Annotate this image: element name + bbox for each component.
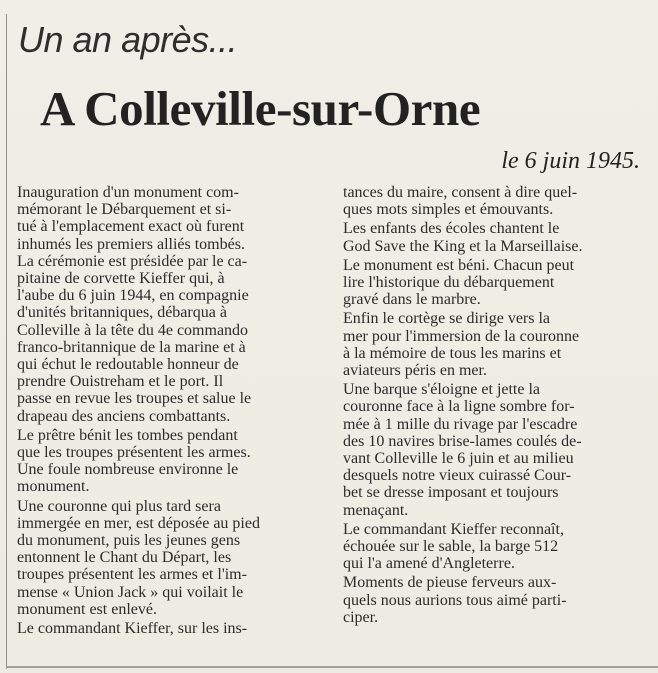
article-paragraph: Enfin le cortège se dirige vers la mer pour l'immersion de la couronne à la mémoire de tous les marins et aviateurs péris en mer. [343, 310, 580, 380]
article-paragraph: Le prêtre bénit les tombes pendant que les troupes présentent les armes. Une foule nombreuse environne le monument. [17, 426, 251, 496]
article-paragraph: Une barque s'éloigne et jette la couronne face à la ligne sombre for- mée à 1 mille du rivage par l'escadre des 10 navires brise-lames coulés de- vant Colleville le 6 juin et au milieu desquels notre vieux cuirassé Cour- bet se dresse imposant et toujours menaçant. [343, 381, 582, 519]
article-column-right [343, 184, 643, 628]
bottom-border-rule [6, 666, 658, 668]
article-paragraph: Une couronne qui plus tard sera immergée en mer, est déposée au pied du monument, puis les jeunes gens entonnent le Chant du Départ, les troupes présentent les armes et l'im- mense « Union Jack » qui voilait le monument est enlevé. [17, 497, 260, 618]
article-headline: A Colleville-sur-Orne [40, 81, 481, 136]
article-paragraph: Le commandant Kieffer, sur les ins- [17, 620, 248, 638]
left-border-rule [6, 14, 7, 669]
article-paragraph: Moments de pieuse ferveurs aux- quels nous aurions tous aimé parti- ciper. [343, 574, 567, 626]
article-column-left [17, 184, 312, 639]
article-paragraph: Inauguration d'un monument com- mémorant le Débarquement et si- tué à l'emplacement exact où furent inhumés les premiers alliés tombés. La cérémonie est présidée par le ca- pitaine de corvette Kieffer qui, à l'aube du 6 juin 1944, en compagnie d'unités britanniques, débarqua à Colleville à la tête du 4e commando franco-britannique de la marine et à qui échut le redoutable honneur de prendre Ouistreham et le port. Il passe en revue les troupes et salue le drapeau des anciens combattants. [17, 184, 252, 425]
article-paragraph: Le monument est béni. Chacun peut lire l'historique du débarquement gravé dans le marbre. [343, 256, 575, 309]
article-paragraph: Les enfants des écoles chantent le God Save the King et la Marseillaise. [343, 220, 583, 255]
article-paragraph: Le commandant Kieffer reconnaît, échouée sur le sable, la barge 512 qui l'a amené d'Angleterre. [343, 520, 564, 573]
article-paragraph: tances du maire, consent à dire quel- ques mots simples et émouvants. [343, 184, 578, 219]
article-dateline: le 6 juin 1945. [501, 148, 640, 174]
article-kicker: Un an après... [18, 19, 238, 60]
